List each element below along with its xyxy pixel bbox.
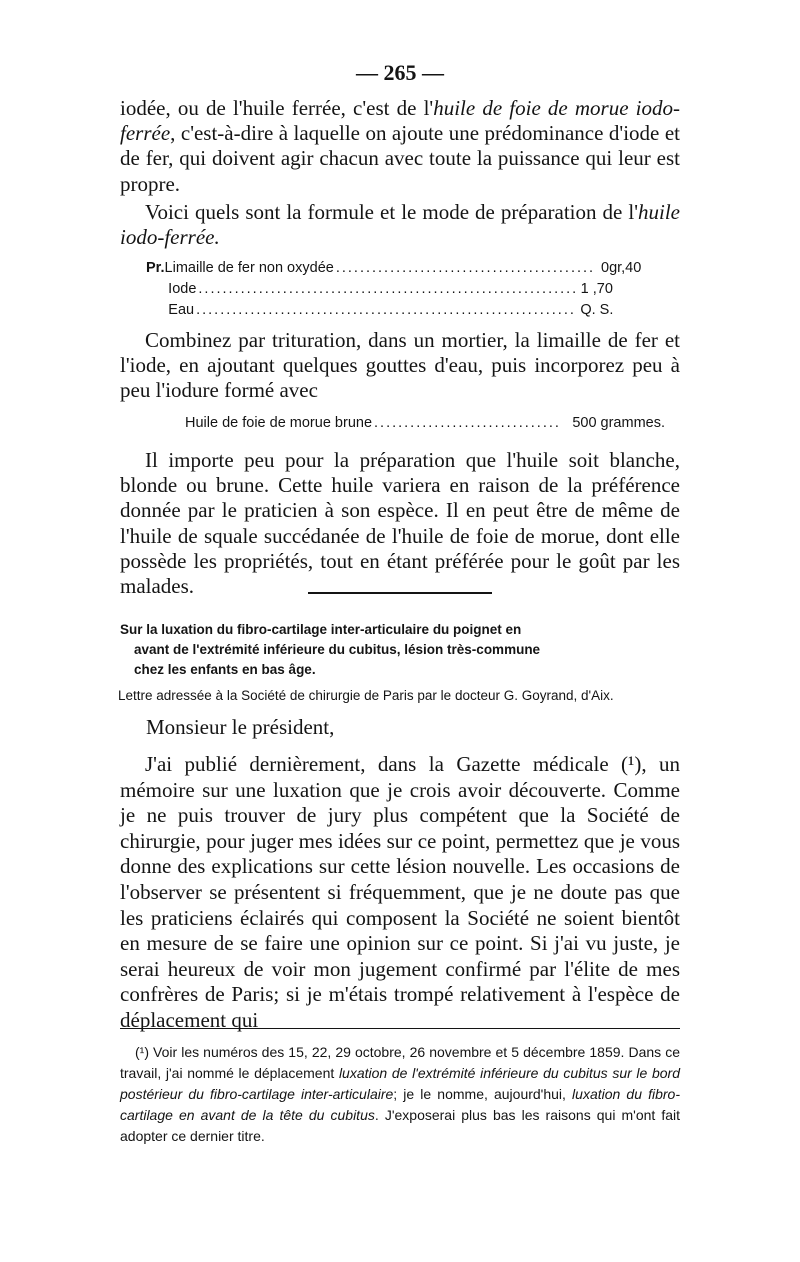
recipe-ingredient: Limaille de fer non oxydée — [164, 260, 334, 276]
heading-line-1: Sur la luxation du fibro-cartilage inter-articulaire du poignet en — [120, 622, 522, 637]
formula-intro-paragraph — [120, 200, 680, 250]
intro-paragraph — [120, 96, 680, 197]
heading-line-3: chez les enfants en bas âge. — [134, 662, 316, 677]
recipe-ingredient: Eau — [168, 302, 195, 318]
recipe-quantity: 1 ,70 — [580, 281, 613, 297]
leader-dots — [198, 279, 574, 300]
page-number: — 265 — — [356, 60, 444, 85]
recipe-quantity: 0gr,40 — [601, 260, 642, 276]
heading-line-2: avant de l'extrémité inférieure du cubitus, lésion très-commune — [134, 642, 541, 657]
intro-text-2: , c'est-à-dire à laquelle on ajoute une prédominance d'iode et de fer, qui doivent agir chacun avec toute la puissance qui leur est propre. — [120, 121, 680, 196]
letter-attribution: Lettre adressée à la Société de chirurgie de Paris par le docteur G. Goyrand, d'Aix. — [118, 688, 614, 703]
intro-italic-term: huile de foie de morue iodo-ferrée — [120, 96, 681, 146]
recipe-prefix: Pr. — [146, 260, 165, 276]
leader-dots — [374, 413, 562, 434]
formula-intro-text: Voici quels sont la formule et le mode de préparation de l' — [145, 200, 638, 224]
footnote-divider — [120, 1028, 680, 1029]
footnote-text-2: ; je le nomme, aujourd'hui, — [393, 1086, 573, 1102]
footnote-italic-1: luxation de l'extrémité inférieure du cubitus sur le bord postérieur du fibro-cartilage inter-articulaire — [120, 1065, 681, 1102]
oil-line — [185, 413, 665, 434]
letter-paragraph: J'ai publié dernièrement, dans la Gazette médicale (¹), un mémoire sur une luxation que je crois avoir découverte. Comme je ne puis trouver de jury plus compétent que la Société de chirurgie, pour juger mes idées sur ce point, permettez que je vous donne des explications sur cette lésion nouvelle. Les occasions de l'observer se présentent si fréquemment, que je ne doute pas que les praticiens éclairés qui composent la Société ne soient bientôt en mesure de se faire une opinion sur ce point. Si j'ai vu juste, je serai heureux de voir mon jugement confirmé par l'élite de mes confrères de Paris; si je m'étais trompé relativement à l'espèce de déplacement qui — [120, 752, 680, 1032]
oil-quantity: 500 grammes. — [572, 415, 665, 431]
salutation: Monsieur le président, — [146, 715, 335, 739]
footnote-text-3: . J'exposerai plus bas les raisons qui m'ont fait adopter ce dernier titre. — [120, 1107, 681, 1144]
recipe-row — [146, 279, 646, 300]
recipe-ingredient: Iode — [168, 281, 197, 297]
recipe-row — [146, 258, 646, 279]
leader-dots — [336, 258, 595, 279]
recipe-quantity: Q. S. — [580, 302, 614, 318]
footnote — [120, 1042, 680, 1147]
formula-intro-italic: huile iodo-ferrée. — [120, 200, 680, 250]
section-divider — [308, 592, 492, 594]
recipe-row — [146, 300, 646, 321]
footnote-text-1: (¹) Voir les numéros des 15, 22, 29 octobre, 26 novembre et 5 décembre 1859. Dans ce travail, j'ai nommé le déplacement — [120, 1044, 680, 1081]
oil-name: Huile de foie de morue brune — [185, 415, 373, 431]
intro-text-1: iodée, ou de l'huile ferrée, c'est de l' — [120, 96, 434, 120]
leader-dots — [196, 300, 574, 321]
footnote-italic-2: luxation du fibro-cartilage en avant de la tête du cubitus — [120, 1086, 680, 1123]
article-heading — [120, 620, 680, 680]
combine-paragraph: Combinez par trituration, dans un mortier, la limaille de fer et l'iode, en ajoutant quelques gouttes d'eau, puis incorporez peu à peu l'iodure formé avec — [120, 328, 680, 403]
importance-paragraph: Il importe peu pour la préparation que l'huile soit blanche, blonde ou brune. Cette huile variera en raison de la préférence donnée par le praticien à son espèce. Il en peut être de même de l'huile de squale succédanée de l'huile de foie de morue, dont elle possède les propriétés, tout en étant préférée pour le goût par les malades. — [120, 448, 680, 599]
recipe-list — [146, 258, 646, 321]
